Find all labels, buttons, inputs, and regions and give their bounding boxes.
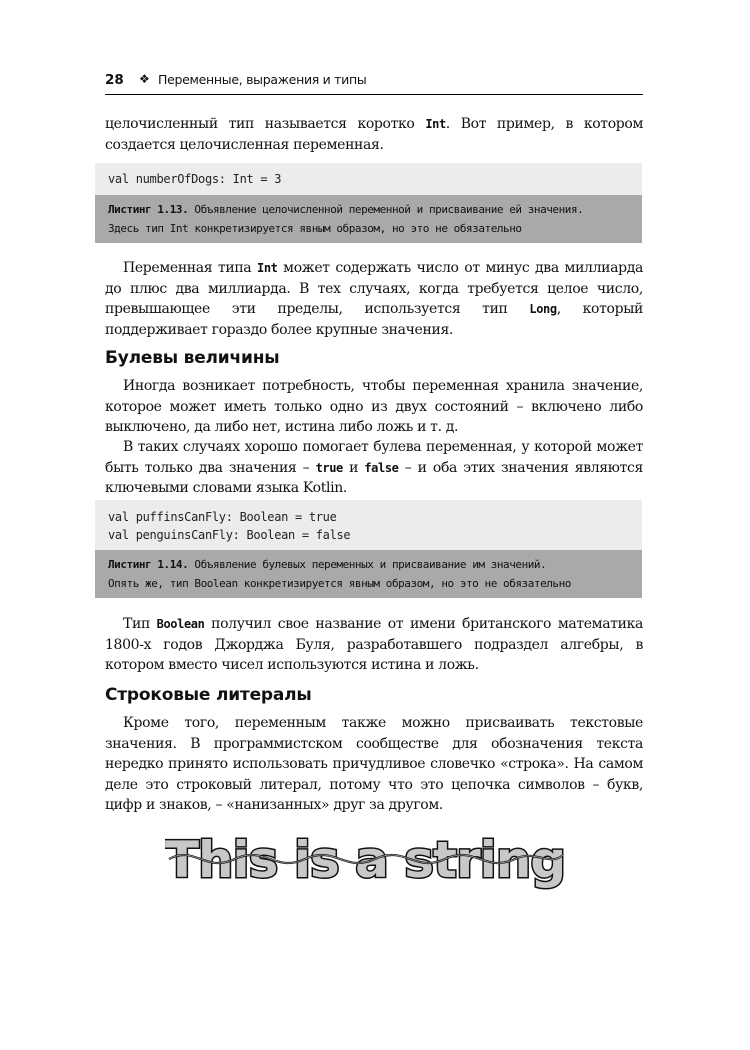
inline-code: false	[364, 460, 399, 475]
text-run: – и оба этих значения являются ключевыми словами языка Kotlin.	[105, 459, 643, 496]
code-line: val numberOfDogs: Int = 3	[108, 172, 282, 186]
text-run: , который поддерживает гораздо более крупные значения.	[105, 301, 643, 338]
code-line: val puffinsCanFly: Boolean = true	[108, 510, 337, 524]
caption-line: Здесь тип Int конкретизируется явным образом, но это не обязательно	[108, 222, 522, 235]
inline-code: Int	[425, 117, 446, 131]
text-run: В таких случаях хорошо помогает булева переменная, у которой может быть только два значения –	[105, 439, 643, 476]
page-number: 28	[105, 72, 124, 88]
listing-caption-1-14	[95, 550, 642, 598]
paragraph-string-intro: Кроме того, переменным также можно присваивать текстовые значения. В программистском сообществе для обозначения текста нередко принято использовать причудливое словечко «строка». На самом деле это строковый литерал, потому что это цепочка символов – букв, цифр и знаков, – «нанизанных» друг за другом.	[105, 715, 643, 813]
string-illustration	[165, 815, 565, 905]
section-heading-booleans: Булевы величины	[105, 348, 280, 368]
header-separator-icon: ❖	[139, 72, 150, 86]
caption-line	[108, 200, 642, 219]
paragraph-int-intro	[105, 114, 643, 155]
paragraph-int-range	[105, 258, 643, 340]
inline-code: Boolean	[156, 617, 205, 631]
inline-code: Long	[529, 302, 557, 316]
text-run: Переменная типа	[123, 260, 257, 276]
paragraph-boolean-values	[105, 437, 643, 499]
string-illustration-text: This is a string	[165, 831, 565, 889]
code-block-listing-1-14	[95, 500, 642, 550]
text-run: Тип	[123, 616, 157, 632]
inline-code: true	[315, 460, 343, 475]
text-run: получил свое название от имени британского математика 1800-х годов Джорджа Буля, разработавшего подраздел алгебры, в котором вместо чисел используются истина и ложь.	[105, 616, 643, 673]
caption-label: Листинг 1.13.	[108, 203, 189, 216]
paragraph-boolean-intro: Иногда возникает потребность, чтобы переменная хранила значение, которое может иметь только одно из двух состояний – включено либо выключено, да либо нет, истина либо ложь и т. д.	[105, 378, 643, 435]
text-run: целочисленный тип называется коротко	[105, 116, 426, 132]
inline-code: Int	[257, 261, 278, 275]
running-header	[105, 68, 643, 95]
code-block-listing-1-13	[95, 163, 642, 195]
code-line: val penguinsCanFly: Boolean = false	[108, 528, 351, 542]
caption-line: Опять же, тип Boolean конкретизируется явным образом, но это не обязательно	[108, 577, 571, 590]
listing-caption-1-13	[95, 195, 642, 243]
section-heading-string-literals: Строковые литералы	[105, 685, 312, 705]
caption-text: Объявление целочисленной переменной и присваивание ей значения.	[188, 203, 584, 216]
paragraph-boolean-history	[105, 614, 643, 676]
text-run: и	[342, 459, 365, 476]
caption-label: Листинг 1.14.	[108, 558, 189, 571]
chapter-title: Переменные, выражения и типы	[158, 72, 367, 87]
text-run: может содержать число от минус два миллиарда до плюс два миллиарда. В тех случаях, когда требуется целое число, превышающее эти пределы, используется тип	[105, 260, 643, 317]
caption-text: Объявление булевых переменных и присваивание им значений.	[188, 558, 547, 571]
caption-line	[108, 555, 642, 574]
text-run: . Вот пример, в котором создается целочисленная переменная.	[105, 116, 643, 153]
